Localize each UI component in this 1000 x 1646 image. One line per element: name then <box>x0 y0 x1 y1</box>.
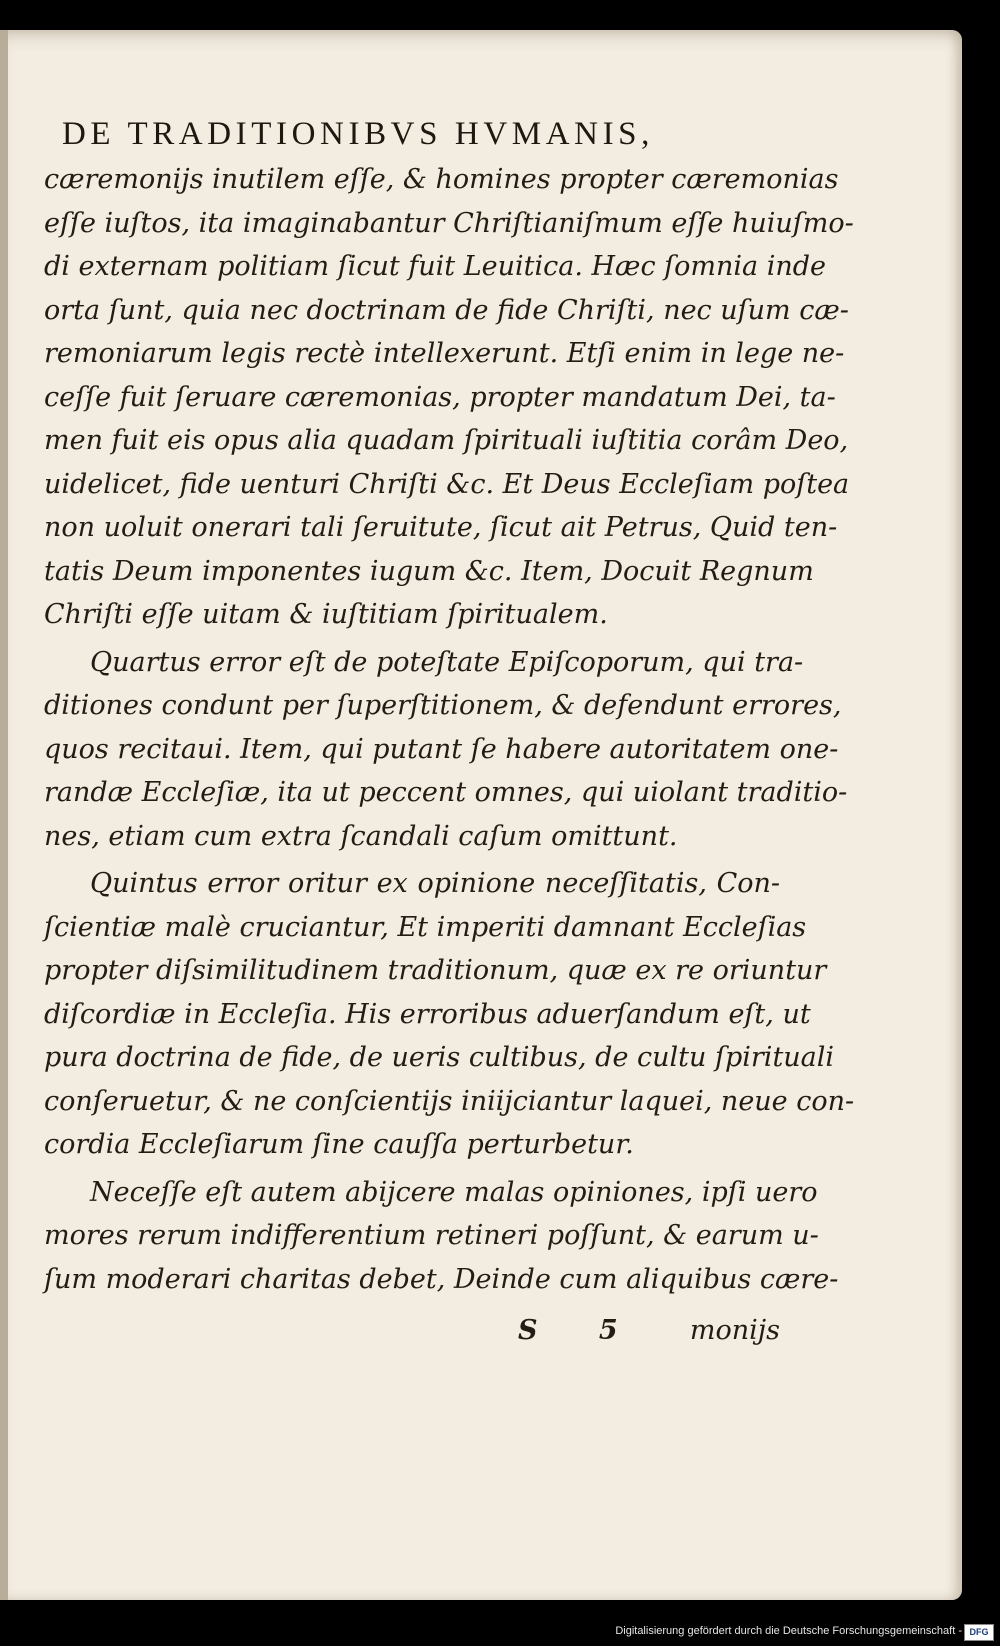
text-line: uidelicet, fide uenturi Chriſti &c. Et Deus Eccleſiam poſtea <box>44 468 850 500</box>
text-line: ſum moderari charitas debet, Deinde cum aliquibus cære- <box>44 1263 839 1295</box>
dfg-logo-icon: DFG <box>964 1624 994 1641</box>
body-text <box>44 158 855 1301</box>
text-line: cordia Eccleſiarum ſine cauſſa perturbetur. <box>44 1129 634 1160</box>
digitization-credit-bar <box>0 1620 1000 1646</box>
running-head: DE TRADITIONIBVS HVMANIS, <box>62 116 654 152</box>
page-footer-line <box>44 1315 780 1359</box>
paragraph-1 <box>44 158 854 637</box>
text-line: quos recitaui. Item, qui putant ſe habere autoritatem one- <box>44 733 839 765</box>
paragraph-2 <box>44 641 848 859</box>
catchword: monijs <box>689 1315 780 1346</box>
text-line: nes, etiam cum extra ſcandali caſum omittunt. <box>44 820 678 852</box>
text-line: conſeruetur, & ne conſcientijs iniijciantur laquei, neue con- <box>44 1085 855 1117</box>
text-line: Quintus error oritur ex opinione neceſſitatis, Con- <box>90 868 780 899</box>
text-line: eſſe iuſtos, ita imaginabantur Chriſtianiſmum eſſe huiuſmo- <box>44 207 854 239</box>
paragraph-4 <box>44 1171 839 1302</box>
text-line: pura doctrina de fide, de ueris cultibus, de cultu ſpirituali <box>44 1042 835 1073</box>
text-line: mores rerum indifferentium retineri poſſunt, & earum u- <box>44 1220 819 1251</box>
text-line: ſcientiæ malè cruciantur, Et imperiti damnant Eccleſias <box>44 911 807 943</box>
text-line: men fuit eis opus alia quadam ſpirituali iuſtitia corâm Deo, <box>44 425 849 456</box>
text-line: cæremonijs inutilem eſſe, & homines propter cæremonias <box>44 164 839 195</box>
text-line: Neceſſe eſt autem abijcere malas opiniones, ipſi uero <box>90 1176 818 1208</box>
text-line: remoniarum legis rectè intellexerunt. Etſi enim in lege ne- <box>44 338 845 369</box>
paragraph-3 <box>44 862 855 1167</box>
text-line: randæ Eccleſiæ, ita ut peccent omnes, qui uiolant traditio- <box>44 777 848 808</box>
text-line: ceſſe fuit ſeruare cæremonias, propter mandatum Dei, ta- <box>44 381 836 413</box>
text-line: propter diſsimilitudinem traditionum, quæ ex re oriuntur <box>44 955 827 986</box>
text-line: ditiones condunt per ſuperſtitionem, & defendunt errores, <box>44 690 842 721</box>
text-line: orta ſunt, quia nec doctrinam de fide Chriſti, nec uſum cæ- <box>44 294 849 326</box>
text-line: di externam politiam ſicut fuit Leuitica. Hæc ſomnia inde <box>44 251 826 282</box>
text-line: diſcordiæ in Eccleſia. His erroribus aduerſandum eſt, ut <box>44 998 811 1030</box>
text-line: non uoluit onerari tali ſeruitute, ſicut ait Petrus, Quid ten- <box>44 512 838 543</box>
signature-mark: S 5 <box>518 1315 644 1346</box>
dfg-credit-text: Digitalisierung gefördert durch die Deutsche Forschungsgemeinschaft - <box>615 1625 962 1637</box>
text-line: tatis Deum imponentes iugum &c. Item, Docuit Regnum <box>44 555 814 587</box>
text-line: Quartus error eſt de poteſtate Epiſcoporum, qui tra- <box>90 646 804 678</box>
page-gutter-edge <box>0 30 8 1600</box>
text-line: Chriſti eſſe uitam & iuſtitiam ſpiritualem. <box>44 599 608 630</box>
